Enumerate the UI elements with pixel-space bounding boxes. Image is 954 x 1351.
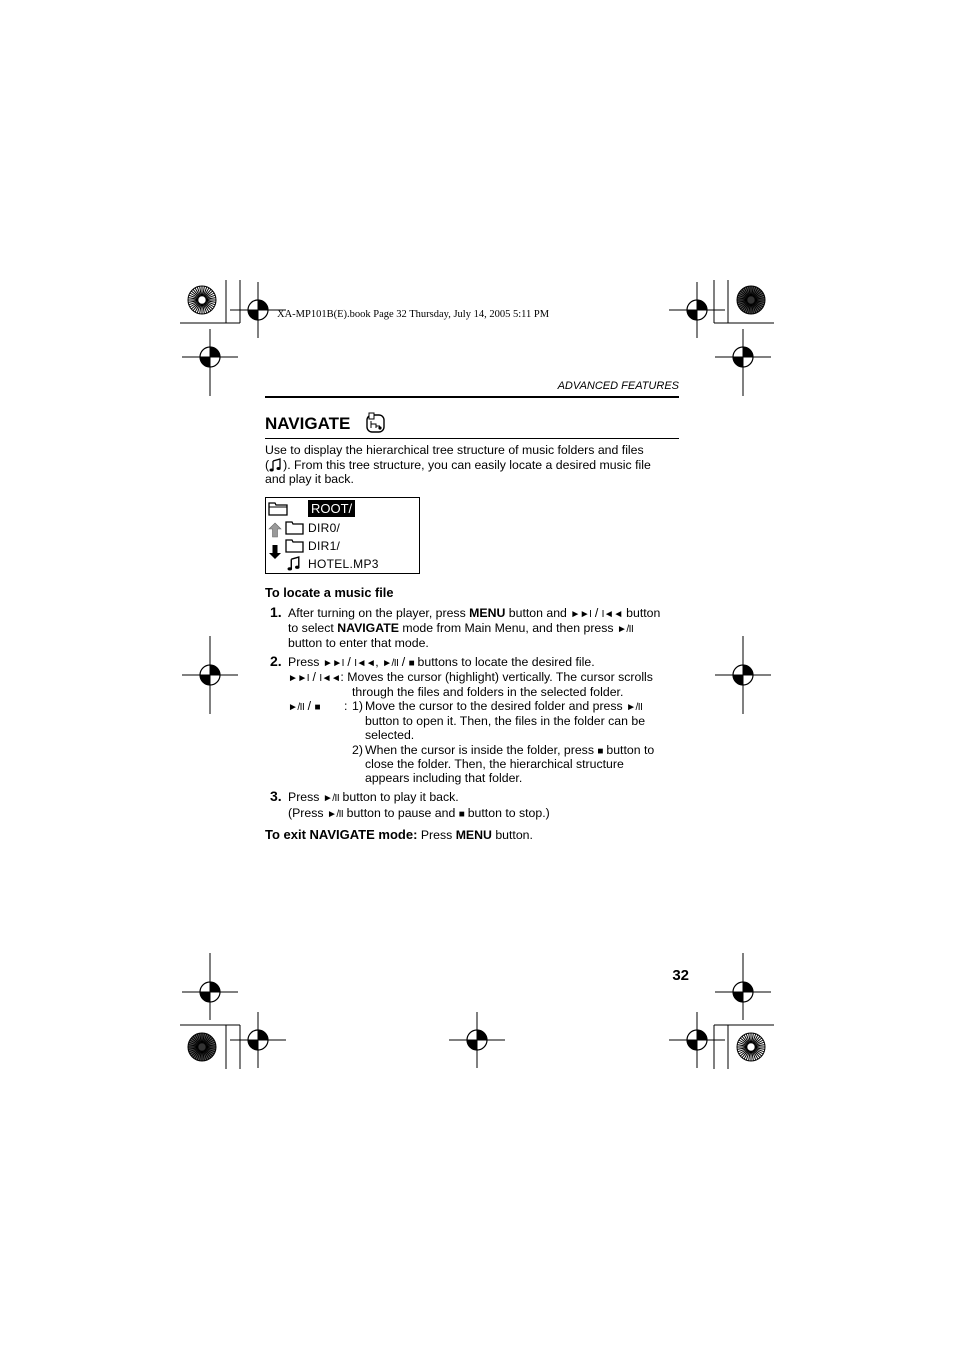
starburst-center (198, 1043, 206, 1051)
lcd-display (265, 497, 420, 574)
text: button. (491, 828, 533, 842)
play-stop-colon: : (344, 699, 348, 713)
text: / (343, 655, 355, 669)
text: to select (288, 621, 338, 635)
section-label: ADVANCED FEATURES (557, 380, 679, 392)
registration-target-quadrant (210, 347, 220, 357)
play-pause-button-glyph: ►/II (616, 624, 634, 635)
play-pause-button-glyph: ►/II (322, 793, 340, 804)
title-rule (265, 438, 679, 439)
registration-target-quadrant (687, 310, 697, 320)
skip-forward-button-glyph: ►►I (288, 673, 310, 684)
exit-label: To exit NAVIGATE mode: (265, 827, 418, 842)
music-note-icon (269, 458, 283, 472)
starburst-center (198, 296, 206, 304)
step-3-line-2 (288, 806, 550, 823)
skip-back-button-glyph: I◄◄ (319, 673, 341, 684)
skip-forward-button-glyph: ►►I (322, 658, 344, 669)
registration-target-quadrant (258, 1030, 268, 1040)
text: / (398, 655, 409, 669)
open-folder-icon (268, 501, 289, 516)
sub-item-2-line-3: appears including that folder. (365, 771, 523, 785)
text: / (304, 699, 315, 713)
registration-target-quadrant (697, 300, 707, 310)
text: , (375, 655, 383, 669)
registration-target-quadrant (210, 982, 220, 992)
text: When the cursor is inside the folder, press (365, 743, 598, 757)
step-2-number: 2. (270, 653, 282, 669)
text: button to stop.) (464, 806, 550, 820)
lcd-item-dir0: DIR0/ (308, 521, 341, 535)
play-pause-button-glyph: ►/II (382, 658, 399, 669)
play-pause-button-glyph: ►/II (626, 702, 643, 713)
sub-item-1-line-3: selected. (365, 728, 415, 742)
step-3-number: 3. (270, 788, 282, 804)
text: (Press (288, 806, 327, 820)
text: Press (288, 655, 323, 669)
step-1-line-3: button to enter that mode. (288, 636, 429, 650)
registration-target-quadrant (200, 675, 210, 685)
down-arrow-icon (268, 544, 282, 560)
folder-icon (285, 520, 304, 535)
stop-button-glyph: ■ (314, 702, 321, 713)
registration-target-quadrant (743, 982, 753, 992)
starburst-center (747, 1043, 755, 1051)
text: / (591, 606, 602, 620)
registration-target-quadrant (733, 675, 743, 685)
play-pause-button-glyph: ►/II (288, 702, 305, 713)
text: button to play it back. (339, 790, 459, 804)
print-file-info: XA-MP101B(E).book Page 32 Thursday, July 14, 2005 5:11 PM (277, 309, 550, 320)
navigate-mode-icon (365, 412, 387, 434)
intro-line-3: and play it back. (265, 472, 354, 486)
stop-button-glyph: ■ (408, 658, 415, 669)
text: After turning on the player, press (288, 606, 470, 620)
intro-paren: ( (265, 457, 270, 472)
registration-target-quadrant (697, 1030, 707, 1040)
folder-icon (285, 538, 304, 553)
registration-target-quadrant (200, 992, 210, 1002)
text: buttons to locate the desired file. (414, 655, 595, 669)
play-pause-button-glyph: ►/II (326, 809, 344, 820)
lcd-root-highlight: ROOT/ (308, 500, 355, 517)
registration-target-quadrant (733, 992, 743, 1002)
text: mode from Main Menu, and then press (398, 621, 617, 635)
text: Press (288, 790, 323, 804)
registration-target-quadrant (687, 1040, 697, 1050)
registration-target-quadrant (743, 347, 753, 357)
navigate-mode-label: NAVIGATE (337, 621, 399, 635)
skip-forward-button-glyph: ►►I (570, 609, 592, 620)
skip-back-button-glyph: I◄◄ (354, 658, 376, 669)
registration-target-quadrant (733, 357, 743, 367)
text: button to (602, 743, 655, 757)
registration-target-quadrant (248, 1040, 258, 1050)
text: / (309, 670, 320, 684)
menu-button-label: MENU (469, 606, 506, 620)
play-stop-label (288, 699, 320, 716)
text: Move the cursor to the desired folder and press (365, 699, 623, 713)
ff-rew-description-line-2: through the files and folders in the selected folder. (352, 685, 624, 699)
page-title: NAVIGATE (265, 414, 351, 433)
starburst-center (747, 296, 755, 304)
intro-line-2 (265, 458, 679, 473)
header-rule (265, 396, 679, 398)
stop-button-glyph: ■ (597, 746, 603, 757)
step-1-number: 1. (270, 604, 282, 620)
intro-paragraph (265, 443, 679, 487)
registration-target-quadrant (258, 300, 268, 310)
registration-target-quadrant (743, 665, 753, 675)
registration-target-quadrant (200, 357, 210, 367)
text: : Moves the cursor (highlight) vertically. The cursor scrolls (340, 670, 653, 684)
registration-target-quadrant (210, 665, 220, 675)
sub-item-1-number: 1) (352, 699, 363, 713)
lcd-item-dir1: DIR1/ (308, 539, 341, 553)
skip-back-button-glyph: I◄◄ (601, 609, 623, 620)
step-3-line-1 (288, 790, 459, 807)
music-note-icon (287, 556, 302, 571)
menu-button-label: MENU (455, 828, 492, 842)
text: button and (505, 606, 571, 620)
text: button (622, 606, 661, 620)
sub-item-2-number: 2) (352, 743, 363, 757)
sub-item-2-line-2: close the folder. Then, the hierarchical structure (365, 757, 624, 771)
registration-target-quadrant (248, 310, 258, 320)
intro-line-1: Use to display the hierarchical tree structure of music folders and files (265, 443, 644, 457)
page-number: 32 (672, 967, 689, 984)
registration-target-quadrant (467, 1040, 477, 1050)
intro-line-2-text: ). From this tree structure, you can easily locate a desired music file (283, 457, 651, 472)
sub-item-1-line-2: button to open it. Then, the files in the folder can be (365, 714, 646, 728)
subheading: To locate a music file (265, 585, 394, 600)
stop-button-glyph: ■ (458, 809, 465, 820)
registration-target-quadrant (477, 1030, 487, 1040)
text: Press (417, 828, 456, 842)
exit-instruction (265, 827, 533, 842)
lcd-item-file: HOTEL.MP3 (308, 557, 379, 571)
up-arrow-icon (268, 522, 282, 538)
text: button to pause and (343, 806, 459, 820)
